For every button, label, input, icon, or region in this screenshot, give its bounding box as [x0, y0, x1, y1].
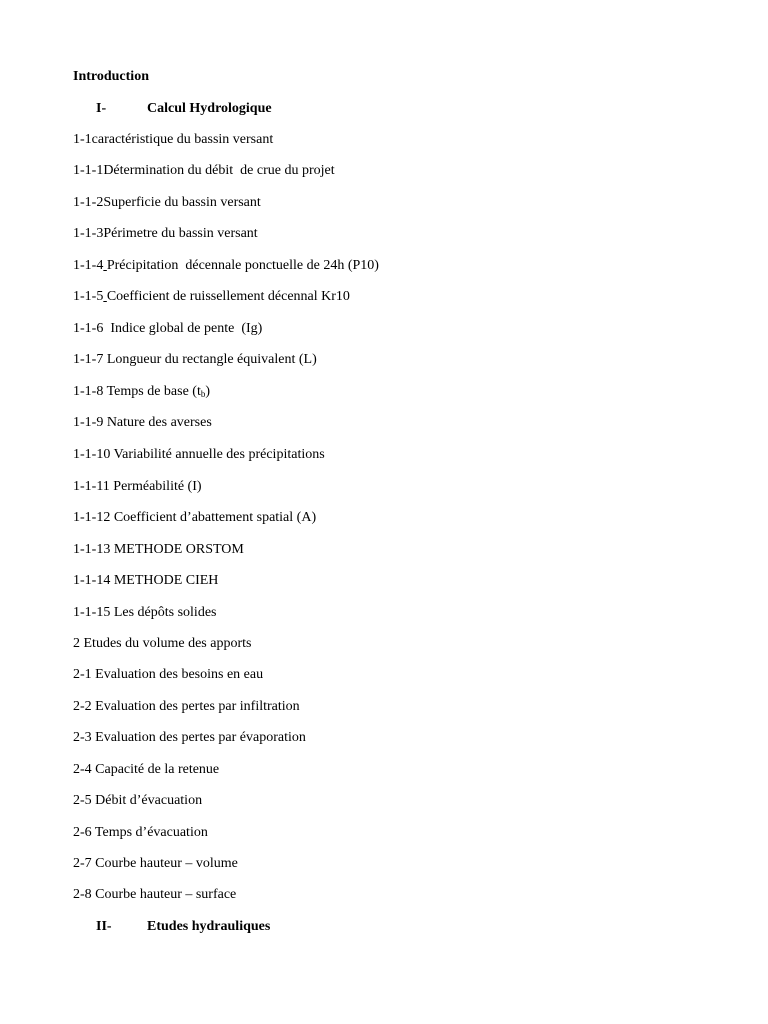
section-2-number: II-	[96, 919, 112, 934]
toc-item: 2-6 Temps d’évacuation	[73, 825, 208, 840]
toc-item: 1-1-14 METHODE CIEH	[73, 573, 219, 588]
toc-item: 1-1-15 Les dépôts solides	[73, 605, 217, 620]
toc-item: 1-1-9 Nature des averses	[73, 415, 212, 430]
toc-item: 1-1-6 Indice global de pente (Ig)	[73, 321, 263, 336]
toc-item	[73, 257, 379, 275]
section-2-title: Etudes hydrauliques	[147, 919, 271, 934]
toc-item	[73, 383, 210, 401]
toc-item: 1-1-11 Perméabilité (I)	[73, 479, 202, 494]
toc-item: 1-1-7 Longueur du rectangle équivalent (L)	[73, 352, 317, 367]
toc-item: 1-1-1Détermination du débit de crue du projet	[73, 163, 335, 178]
heading-introduction: Introduction	[73, 69, 149, 84]
toc-item: 1-1-2Superficie du bassin versant	[73, 195, 261, 210]
toc-item-text: 1-1-8 Temps de base (t	[73, 384, 201, 399]
toc-item-text-end: )	[205, 384, 211, 399]
toc-item: 1-1-13 METHODE ORSTOM	[73, 542, 244, 557]
section-1-number: I-	[96, 101, 107, 116]
toc-item: 1-1-3Périmetre du bassin versant	[73, 226, 258, 241]
toc-item	[73, 288, 350, 306]
toc-item: 1-1-12 Coefficient d’abattement spatial (A)	[73, 510, 317, 525]
toc-item: 2-2 Evaluation des pertes par infiltration	[73, 699, 300, 714]
toc-item: 2 Etudes du volume des apports	[73, 636, 252, 651]
toc-item: 1-1caractéristique du bassin versant	[73, 132, 274, 147]
toc-item: 1-1-10 Variabilité annuelle des précipitations	[73, 447, 325, 462]
toc-item: 2-1 Evaluation des besoins en eau	[73, 667, 264, 682]
toc-item-number: 1-1-5	[73, 289, 104, 304]
toc-item-text: Précipitation décennale ponctuelle de 24h (P10)	[106, 258, 379, 273]
subscript: b	[200, 389, 206, 399]
toc-item: 2-7 Courbe hauteur – volume	[73, 856, 238, 871]
toc-item: 2-3 Evaluation des pertes par évaporation	[73, 730, 306, 745]
section-1-title: Calcul Hydrologique	[147, 101, 272, 116]
toc-item: 2-5 Débit d’évacuation	[73, 793, 203, 808]
toc-item-text: Coefficient de ruissellement décennal Kr10	[106, 289, 350, 304]
toc-item-number: 1-1-4	[73, 258, 104, 273]
toc-item: 2-8 Courbe hauteur – surface	[73, 887, 237, 902]
toc-item: 2-4 Capacité de la retenue	[73, 762, 220, 777]
